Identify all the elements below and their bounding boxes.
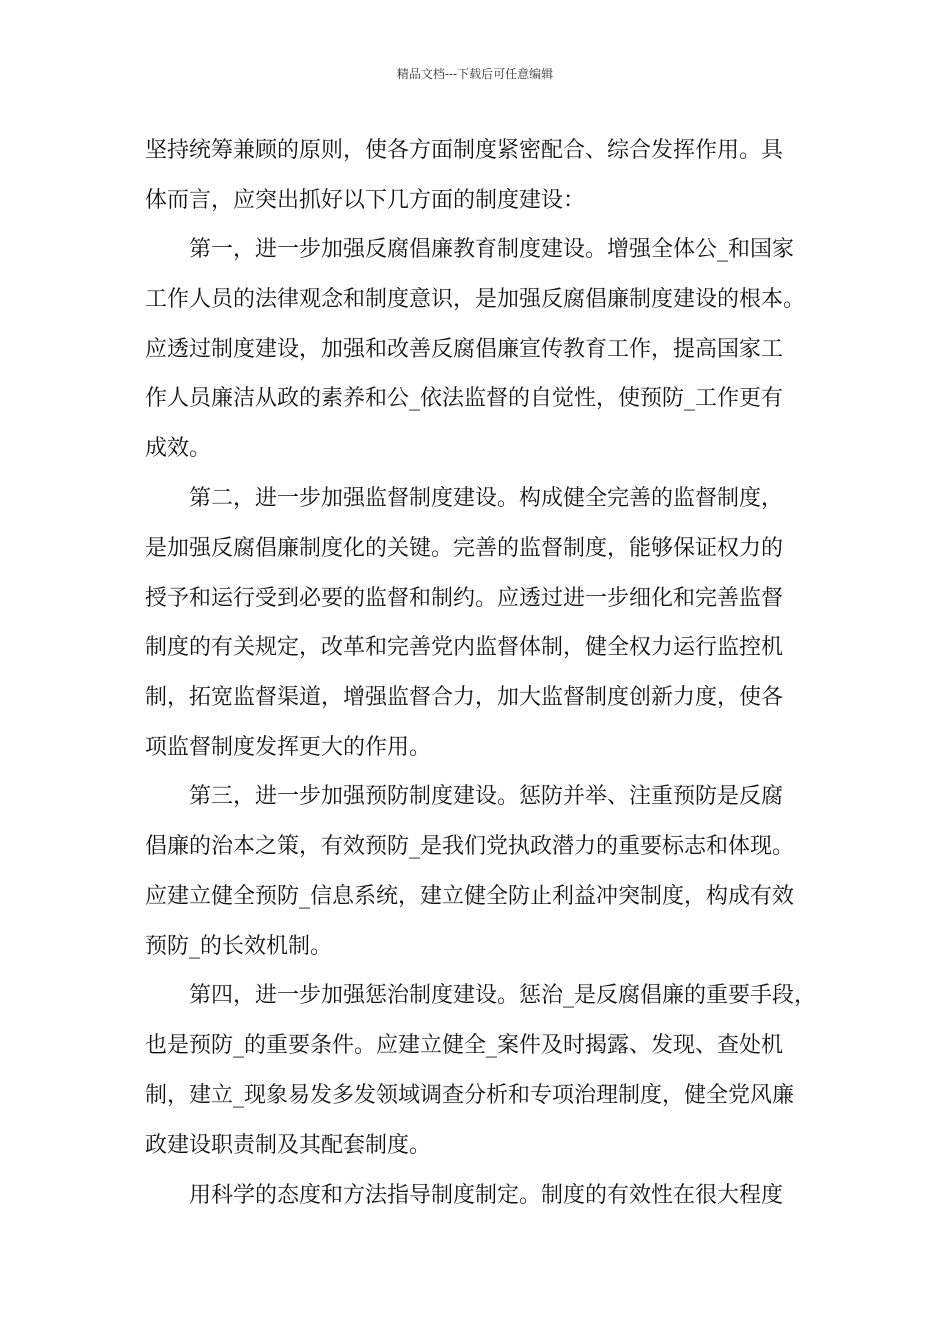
text-line: 应透过制度建设，加强和改善反腐倡廉宣传教育工作，提高国家工: [145, 337, 784, 362]
text-line: 项监督制度发挥更大的作用。: [145, 735, 432, 760]
text-line: 授予和运行受到必要的监督和制约。应透过进一步细化和完善监督: [145, 586, 784, 611]
text-line: 第四，进一步加强惩治制度建设。惩治_是反腐倡廉的重要手段，: [189, 983, 817, 1008]
text-line: 第二，进一步加强监督制度建设。构成健全完善的监督制度，: [189, 486, 784, 511]
page-header: 精品文档---下载后可任意编辑: [396, 67, 554, 81]
text-line: 作人员廉洁从政的素养和公_依法监督的自觉性，使预防_工作更有: [145, 386, 784, 411]
text-line: 体而言，应突出抓好以下几方面的制度建设：: [145, 188, 586, 213]
text-line: 预防_的长效机制。: [145, 934, 333, 959]
text-line: 第三，进一步加强预防制度建设。惩防并举、注重预防是反腐: [189, 784, 784, 809]
text-line: 工作人员的法律观念和制度意识，是加强反腐倡廉制度建设的根本。: [145, 287, 806, 312]
text-line: 成效。: [145, 436, 212, 461]
text-line: 倡廉的治本之策，有效预防_是我们党执政潜力的重要标志和体现。: [145, 834, 795, 859]
text-line: 制，建立_现象易发多发领域调查分析和专项治理制度，健全党风廉: [145, 1083, 795, 1108]
text-line: 政建设职责制及其配套制度。: [145, 1133, 432, 1158]
text-line: 坚持统筹兼顾的原则，使各方面制度紧密配合、综合发挥作用。具: [145, 138, 784, 163]
text-line: 用科学的态度和方法指导制度制定。制度的有效性在很大程度: [189, 1183, 784, 1208]
text-line: 第一，进一步加强反腐倡廉教育制度建设。增强全体公_和国家: [189, 237, 795, 262]
text-line: 应建立健全预防_信息系统，建立健全防止利益冲突制度，构成有效: [145, 884, 795, 909]
text-line: 制度的有关规定，改革和完善党内监督体制，健全权力运行监控机: [145, 635, 784, 660]
text-line: 也是预防_的重要条件。应建立健全_案件及时揭露、发现、查处机: [145, 1033, 784, 1058]
text-line: 是加强反腐倡廉制度化的关键。完善的监督制度，能够保证权力的: [145, 536, 784, 561]
text-line: 制，拓宽监督渠道，增强监督合力，加大监督制度创新力度，使各: [145, 685, 784, 710]
